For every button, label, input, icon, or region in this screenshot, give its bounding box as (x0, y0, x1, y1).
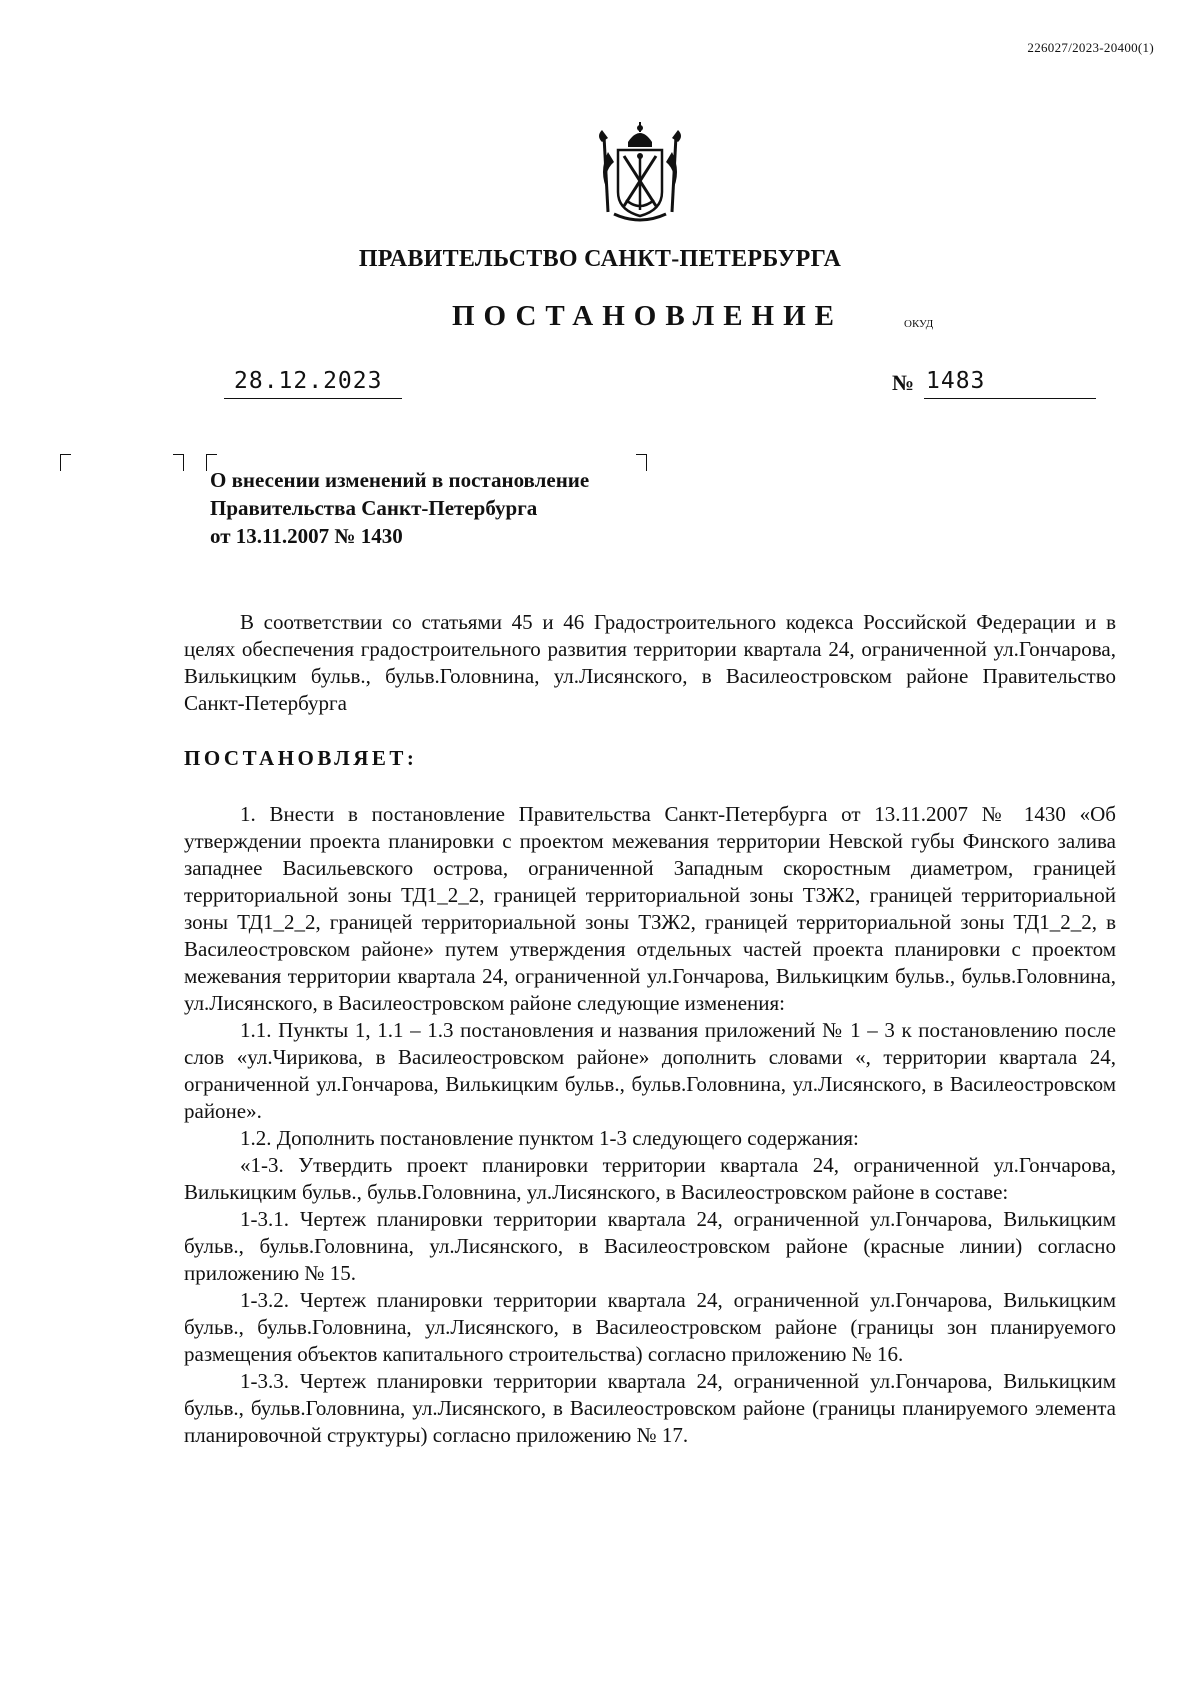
document-subject (210, 466, 589, 550)
corner-mark (60, 454, 71, 471)
paragraph: 1.2. Дополнить постановление пунктом 1-3 следующего содержания: (240, 1126, 859, 1150)
document-date: 28.12.2023 (224, 368, 402, 399)
coat-of-arms-icon (594, 122, 686, 224)
paragraph: 1-3.2. Чертеж планировки территории квартала 24, ограниченной ул.Гончарова, Вилькицким бульв., бульв.Головнина, ул.Лисянского, в Василеостровском районе (границы зон планируемого размещения объектов капитального строительства) согласно приложению № 16. (184, 1288, 1116, 1366)
subject-line: от 13.11.2007 № 1430 (210, 524, 403, 548)
corner-mark (636, 454, 647, 471)
decree-body (184, 801, 1116, 1449)
resolves-heading: ПОСТАНОВЛЯЕТ: (184, 746, 418, 770)
paragraph: 1. Внести в постановление Правительства Санкт-Петербурга от 13.11.2007 № 1430 «Об утверждении проекта планировки с проектом межевания территории Невской губы Финского залива западнее Васильевского острова, ограниченной Западным скоростным диаметром, границей территориальной зоны ТД1_2_2, границей территориальной зоны ТЗЖ2, границей территориальной зоны ТД1_2_2, границей территориальной зоны ТЗЖ2, границей территориальной зоны ТД1_2_2, в Василеостровском районе» путем утверждения отдельных частей проекта планировки с проектом межевания территории квартала 24, ограниченной ул.Гончарова, Вилькицким бульв., бульв.Головнина, ул.Лисянского, в Василеостровском районе следующие изменения: (184, 802, 1116, 1015)
number-sign: № (892, 370, 915, 395)
paragraph: 1-3.1. Чертеж планировки территории квартала 24, ограниченной ул.Гончарова, Вилькицким бульв., бульв.Головнина, ул.Лисянского, в Василеостровском районе (красные линии) согласно приложению № 15. (184, 1207, 1116, 1285)
paragraph: 1-3.3. Чертеж планировки территории квартала 24, ограниченной ул.Гончарова, Вилькицким бульв., бульв.Головнина, ул.Лисянского, в Василеостровском районе (границы планируемого элемента планировочной структуры) согласно приложению № 17. (184, 1369, 1116, 1447)
issuer-heading: ПРАВИТЕЛЬСТВО САНКТ-ПЕТЕРБУРГА (358, 246, 842, 272)
paragraph: «1-3. Утвердить проект планировки территории квартала 24, ограниченной ул.Гончарова, Вилькицким бульв., бульв.Головнина, ул.Лисянского, в Василеостровском районе в составе: (184, 1153, 1116, 1204)
corner-mark (173, 454, 184, 471)
preamble-text: В соответствии со статьями 45 и 46 Градостроительного кодекса Российской Федерации и в целях обеспечения градостроительного развития территории квартала 24, ограниченной ул.Гончарова, Вилькицким бульв., бульв.Головнина, ул.Лисянского, в Василеостровском районе Правительство Санкт-Петербурга (184, 610, 1116, 715)
subject-line: О внесении изменений в постановление (210, 468, 590, 492)
subject-line: Правительства Санкт-Петербурга (210, 496, 538, 520)
okud-label: ОКУД (904, 318, 934, 330)
preamble (184, 609, 1116, 717)
document-number: 1483 (924, 368, 1096, 399)
paragraph: 1.1. Пункты 1, 1.1 – 1.3 постановления и названия приложений № 1 – 3 к постановлению после слов «ул.Чирикова, в Василеостровском районе» дополнить словами «, территории квартала 24, ограниченной ул.Гончарова, Вилькицким бульв., бульв.Головнина, ул.Лисянского, в Василеостровском районе». (184, 1018, 1116, 1123)
registration-number: 226027/2023-20400(1) (1027, 40, 1154, 55)
document-type-heading: ПОСТАНОВЛЕНИЕ (452, 300, 844, 332)
